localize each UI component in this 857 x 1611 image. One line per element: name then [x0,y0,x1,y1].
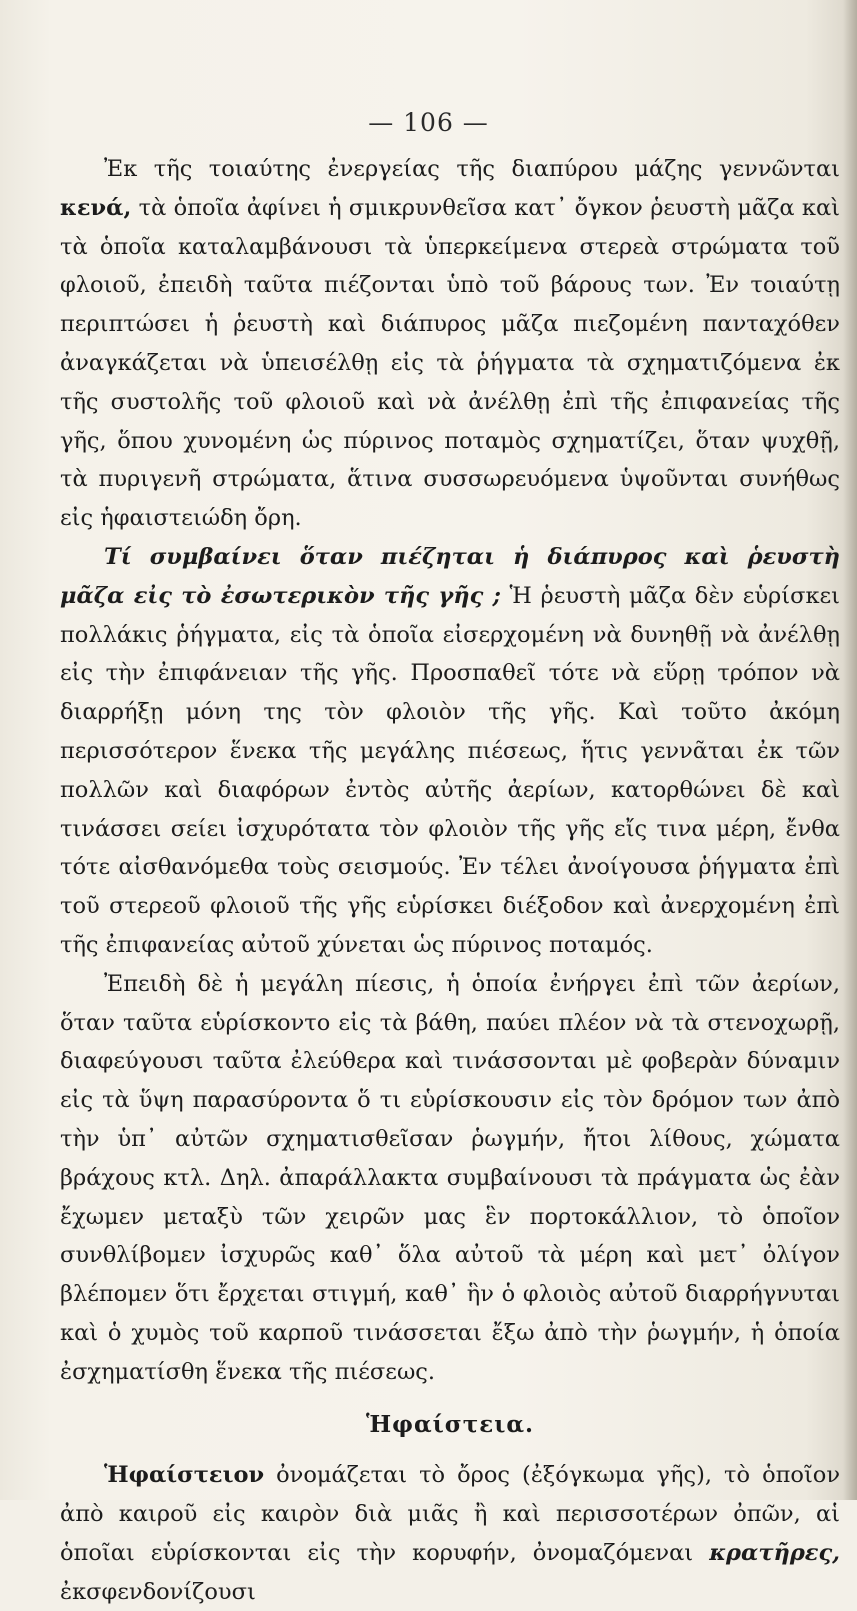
paragraph-1-rest: τὰ ὁποῖα ἀφίνει ἡ σμικρυνθεῖσα κατ᾽ ὄγκον ῥευστὴ μᾶζα καὶ τὰ ὁποῖα καταλαμβάνουσι τὰ ὑπερκείμενα στερεὰ στρώματα τοῦ φλοιοῦ, ἐπειδὴ ταῦτα πιέζονται ὑπὸ τοῦ βάρους των. Ἐν τοιαύτῃ περιπτώσει ἡ ῥευστὴ καὶ διάπυρος μᾶζα πιεζομένη πανταχόθεν ἀναγκάζεται νὰ ὑπεισέλθῃ εἰς τὰ ῥήγματα τὰ σχηματιζόμενα ἐκ τῆς συστολῆς τοῦ φλοιοῦ καὶ νὰ ἀνέλθῃ ἐπὶ τῆς ἐπιφανείας τῆς γῆς, ὅπου χυνομένη ὡς πύρινος ποταμὸς σχηματίζει, ὅταν ψυχθῇ, τὰ πυριγενῆ στρώματα, ἅτινα συσσωρευόμενα ὑψοῦνται συνήθως εἰς ἡφαιστειώδη ὄρη. [60,194,840,532]
paragraph-4-end: ἐκσφενδονίζουσι [60,1578,256,1605]
paragraph-2 [60,538,840,965]
section-heading: Ἡφαίστεια. [365,1410,535,1438]
paragraph-4-bold-term: Ἡφαίστειον [104,1462,265,1489]
paragraph-3: Ἐπειδὴ δὲ ἡ μεγάλη πίεσις, ἡ ὁποία ἐνήργει ἐπὶ τῶν ἀερίων, ὅταν ταῦτα εὑρίσκοντο εἰς τὰ βάθη, παύει πλέον νὰ τὰ στενοχωρῇ, διαφεύγουσι ταῦτα ἐλεύθερα καὶ τινάσσονται μὲ φοβερὰν δύναμιν εἰς τὰ ὕψη παρασύροντα ὅ τι εὑρίσκουσιν εἰς τὸν δρόμον των ἀπὸ τὴν ὑπ᾽ αὐτῶν σχηματισθεῖσαν ῥωγμήν, ἤτοι λίθους, χώματα βράχους κτλ. Δηλ. ἀπαράλλακτα συμβαίνουσι τὰ πράγματα ὡς ἐὰν ἔχωμεν μεταξὺ τῶν χειρῶν μας ἓν πορτοκάλλιον, τὸ ὁποῖον συνθλίβομεν ἰσχυρῶς καθ᾽ ὅλα αὐτοῦ τὰ μέρη καὶ μετ᾽ ὀλίγον βλέπομεν ὅτι ἔρχεται στιγμή, καθ᾽ ἣν ὁ φλοιὸς αὐτοῦ διαρρήγνυται καὶ ὁ χυμὸς τοῦ καρποῦ τινάσσεται ἔξω ἀπὸ τὴν ῥωγμήν, ἡ ὁποία ἐσχηματίσθη ἕνεκα τῆς πιέσεως. [60,970,840,1385]
paragraph-2-question: Τί συμβαίνει ὅταν πιέζηται ἡ διάπυρος καὶ ῥευστὴ μᾶζα εἰς τὸ ἐσωτερικὸν τῆς γῆς ; [60,543,840,609]
page-edge-shadow [843,0,857,1500]
paragraph-1-start: Ἐκ τῆς τοιαύτης ἐνεργείας τῆς διαπύρου μάζης γεννῶνται [104,156,840,182]
page-number: — 106 — [368,108,489,137]
paragraph-1-bold-term: κενά, [60,194,132,221]
paragraph-4-rest: ὀνομάζεται τὸ ὄρος (ἐξόγκωμα γῆς), τὸ ὁποῖον ἀπὸ καιροῦ εἰς καιρὸν διὰ μιᾶς ἢ καὶ περισσοτέρων ὀπῶν, αἱ ὁποῖαι εὑρίσκονται εἰς τὴν κορυφήν, ὀνομαζόμεναι [60,1462,841,1566]
paragraph-1 [60,150,840,538]
paragraph-2-rest: Ἡ ῥευστὴ μᾶζα δὲν εὑρίσκει πολλάκις ῥήγματα, εἰς τὰ ὁποῖα εἰσερχομένη νὰ δυνηθῇ νὰ ἀνέλθῃ εἰς τὴν ἐπιφάνειαν τῆς γῆς. Προσπαθεῖ τότε νὰ εὕρῃ τρόπον νὰ διαρρήξῃ μόνη της τὸν φλοιὸν τῆς γῆς. Καὶ τοῦτο ἀκόμη περισσότερον ἕνεκα τῆς μεγάλης πιέσεως, ἥτις γεννᾶται ἐκ τῶν πολλῶν καὶ διαφόρων ἐντὸς αὐτῆς ἀερίων, κατορθώνει δὲ καὶ τινάσσει σείει ἰσχυρότατα τὸν φλοιὸν τῆς γῆς εἴς τινα μέρη, ἔνθα τότε αἰσθανόμεθα τοὺς σεισμούς. Ἐν τέλει ἀνοίγουσα ῥήγματα ἐπὶ τοῦ στερεοῦ φλοιοῦ τῆς γῆς εὑρίσκει διέξοδον καὶ ἀνερχομένη ἐπὶ τῆς ἐπιφανείας αὐτοῦ χύνεται ὡς πύρινος ποταμός. [60,582,840,958]
paragraph-4-italic-term: κρατῆρες, [709,1539,841,1566]
body-text [60,150,840,1611]
paragraph-4 [60,1456,840,1611]
